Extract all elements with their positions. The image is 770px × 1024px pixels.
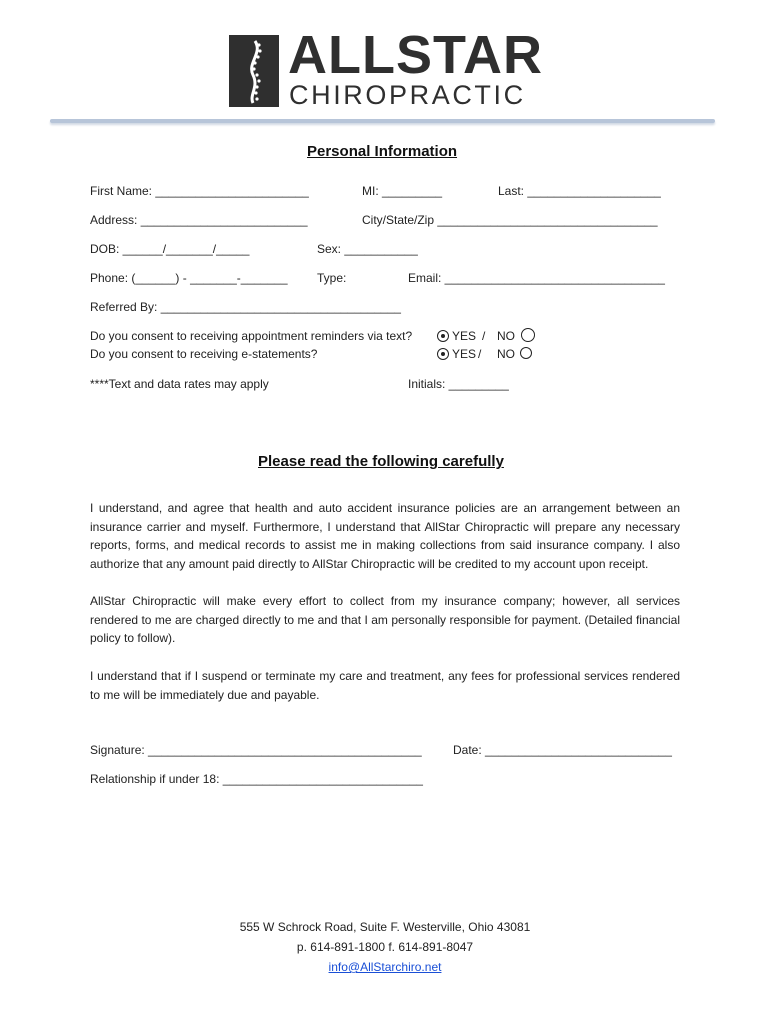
consent-estatements-question: Do you consent to receiving e-statements? xyxy=(90,347,318,361)
initials-field[interactable]: Initials: _________ xyxy=(408,377,509,391)
logo-spine-icon xyxy=(229,35,279,107)
phone-type-field[interactable]: Type: xyxy=(317,271,347,285)
referred-by-field[interactable]: Referred By: ____________________________________ xyxy=(90,300,401,314)
relationship-field[interactable]: Relationship if under 18: ______________________________ xyxy=(90,772,423,786)
date-field[interactable]: Date: ____________________________ xyxy=(453,743,672,757)
agreement-paragraph-2: AllStar Chiropractic will make every effort to collect from my insurance company; however, all services rendered to me are charged directly to me and that I am personally responsible for payment. (Detailed financial policy to follow). xyxy=(90,594,680,646)
text-no-radio[interactable] xyxy=(521,328,535,342)
estatement-no-label: NO xyxy=(497,347,515,361)
agreement-heading: Please read the following carefully xyxy=(258,453,504,470)
text-no-label: NO xyxy=(497,329,515,343)
estatement-separator: / xyxy=(478,347,482,361)
rates-notice: ****Text and data rates may apply xyxy=(90,377,269,391)
header-divider xyxy=(50,119,715,123)
personal-info-heading: Personal Information xyxy=(307,143,458,160)
footer-phone: p. 614-891-1800 f. 614-891-8047 xyxy=(296,940,474,954)
estatement-yes-radio[interactable] xyxy=(437,348,449,360)
city-state-zip-field[interactable]: City/State/Zip _________________________________ xyxy=(362,213,658,227)
consent-text-question: Do you consent to receiving appointment reminders via text? xyxy=(90,329,413,343)
first-name-field[interactable]: First Name: _______________________ xyxy=(90,184,309,198)
last-name-field[interactable]: Last: ____________________ xyxy=(498,184,661,198)
agreement-paragraph-1: I understand, and agree that health and auto accident insurance policies are an arrangement between an insurance carrier and myself. Furthermore, I understand that AllStar Chiropractic will prepare any necessary reports, forms, and medical records to assist me in making collections from said insurance company. I also authorize that any amount paid directly to AllStar Chiropractic will be credited to my account upon receipt. xyxy=(90,501,680,572)
sex-field[interactable]: Sex: ___________ xyxy=(317,242,418,256)
footer-email-link[interactable]: info@AllStarchiro.net xyxy=(328,960,442,974)
logo-wordmark: ALLSTAR xyxy=(288,25,543,85)
agreement-paragraph-3: I understand that if I suspend or terminate my care and treatment, any fees for professional services rendered to me will be immediately due and payable. xyxy=(90,669,680,702)
estatement-yes-label: YES xyxy=(452,347,477,361)
dob-field[interactable]: DOB: ______/_______/_____ xyxy=(90,242,250,256)
signature-field[interactable]: Signature: _________________________________________ xyxy=(90,743,422,757)
footer-address: 555 W Schrock Road, Suite F. Westerville, Ohio 43081 xyxy=(239,920,531,934)
text-yes-radio[interactable] xyxy=(437,330,449,342)
text-yes-label: YES xyxy=(452,329,477,343)
text-separator: / xyxy=(482,329,486,343)
logo-subtitle: CHIROPRACTIC xyxy=(289,80,526,110)
email-field[interactable]: Email: _________________________________ xyxy=(408,271,665,285)
address-field[interactable]: Address: _________________________ xyxy=(90,213,308,227)
estatement-no-radio[interactable] xyxy=(520,347,532,359)
mi-field[interactable]: MI: _________ xyxy=(362,184,443,198)
phone-field[interactable]: Phone: (______) - _______-_______ xyxy=(90,271,288,285)
